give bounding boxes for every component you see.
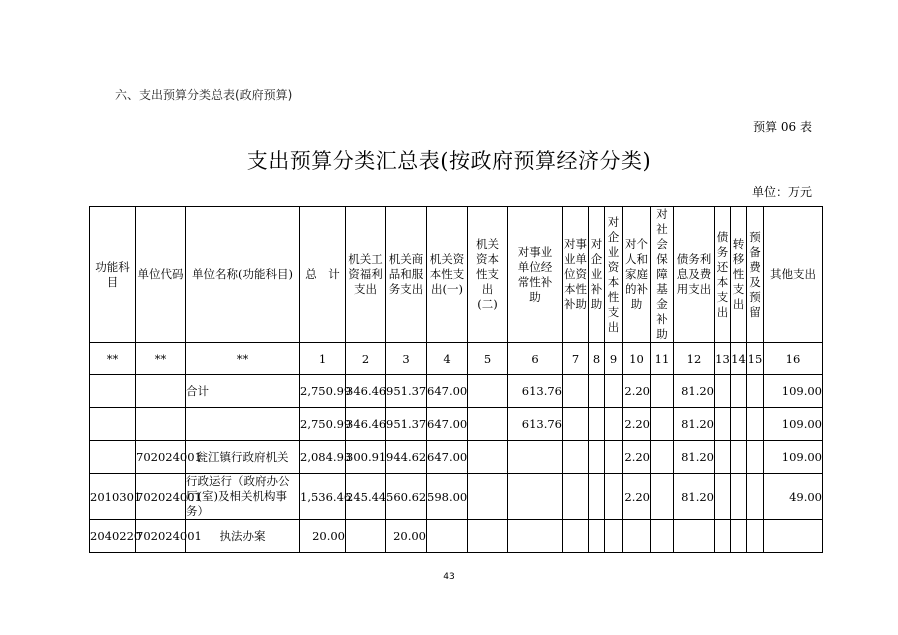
amount-cell: [715, 441, 731, 474]
index-cell: 9: [605, 343, 623, 375]
index-row: [90, 343, 823, 375]
amount-cell: 560.62: [386, 474, 427, 520]
unit-label: 单位：万元: [751, 185, 812, 199]
amount-cell: 81.20: [674, 441, 715, 474]
amount-cell: [589, 474, 605, 520]
column-header-c12: 债 务 还 本 支 出: [715, 207, 731, 343]
column-header-c4: 机关 资本 性支 出 (二): [468, 207, 508, 343]
amount-cell: [468, 441, 508, 474]
index-cell: 7: [563, 343, 589, 375]
column-header-unit_name: 单位名称(功能科目): [186, 207, 300, 343]
column-header-c14: 预 备 费 及 预 留: [747, 207, 764, 343]
amount-cell: 613.76: [508, 375, 563, 408]
index-cell: 12: [674, 343, 715, 375]
amount-cell: [605, 441, 623, 474]
amount-cell: 2,750.99: [300, 408, 346, 441]
amount-cell: 2.20: [623, 474, 651, 520]
amount-cell: [623, 520, 651, 553]
amount-cell: [731, 375, 747, 408]
amount-cell: [731, 408, 747, 441]
amount-cell: [731, 520, 747, 553]
unit-code-cell: [136, 408, 186, 441]
amount-cell: [651, 441, 674, 474]
amount-cell: [468, 375, 508, 408]
column-header-c7: 对企 业补 助: [589, 207, 605, 343]
header-row: [90, 207, 823, 343]
amount-cell: [508, 520, 563, 553]
function-code-cell: 2010301: [90, 474, 136, 520]
amount-cell: [715, 408, 731, 441]
function-code-cell: [90, 441, 136, 474]
amount-cell: [747, 375, 764, 408]
table-row: [90, 408, 823, 441]
amount-cell: [589, 520, 605, 553]
amount-cell: [651, 408, 674, 441]
unit-name-cell: 瓮江镇行政府机关: [186, 441, 300, 474]
amount-cell: [715, 375, 731, 408]
amount-cell: 81.20: [674, 408, 715, 441]
index-cell: **: [90, 343, 136, 375]
function-code-cell: 2040220: [90, 520, 136, 553]
index-cell: 5: [468, 343, 508, 375]
column-header-c15: 其他支出: [764, 207, 823, 343]
table-row: [90, 520, 823, 553]
table-row: [90, 474, 823, 520]
unit-name-cell: [186, 408, 300, 441]
amount-cell: 81.20: [674, 474, 715, 520]
amount-cell: 2.20: [623, 408, 651, 441]
amount-cell: [747, 474, 764, 520]
column-header-c5: 对事业 单位经 常性补 助: [508, 207, 563, 343]
index-cell: 6: [508, 343, 563, 375]
unit-code-cell: 702024001: [136, 441, 186, 474]
amount-cell: 598.00: [427, 474, 468, 520]
index-cell: 14: [731, 343, 747, 375]
unit-code-cell: [136, 375, 186, 408]
table-row: [90, 441, 823, 474]
amount-cell: 109.00: [764, 408, 823, 441]
amount-cell: [508, 441, 563, 474]
amount-cell: 647.00: [427, 375, 468, 408]
amount-cell: 944.62: [386, 441, 427, 474]
amount-cell: [563, 408, 589, 441]
amount-cell: [605, 408, 623, 441]
amount-cell: 20.00: [386, 520, 427, 553]
amount-cell: [589, 441, 605, 474]
page-number: 43: [443, 572, 455, 582]
amount-cell: [764, 520, 823, 553]
amount-cell: [508, 474, 563, 520]
column-header-c6: 对事 业单 位资 本性 补助: [563, 207, 589, 343]
index-cell: 3: [386, 343, 427, 375]
amount-cell: [747, 408, 764, 441]
form-code: 预算 06 表: [753, 120, 812, 134]
function-code-cell: [90, 375, 136, 408]
column-header-c3: 机关资 本性支 出(一): [427, 207, 468, 343]
amount-cell: [468, 520, 508, 553]
unit-name-cell: 执法办案: [186, 520, 300, 553]
column-header-total: 总 计: [300, 207, 346, 343]
amount-cell: 2.20: [623, 375, 651, 408]
column-header-c10: 对社 会保 障基 金补 助: [651, 207, 674, 343]
column-header-func: 功能科目: [90, 207, 136, 343]
amount-cell: 951.37: [386, 408, 427, 441]
function-code-cell: [90, 408, 136, 441]
index-cell: 15: [747, 343, 764, 375]
index-cell: 1: [300, 343, 346, 375]
amount-cell: 1,536.46: [300, 474, 346, 520]
amount-cell: 647.00: [427, 408, 468, 441]
amount-cell: [589, 375, 605, 408]
index-cell: 2: [346, 343, 386, 375]
unit-name-cell: 合计: [186, 375, 300, 408]
amount-cell: 49.00: [764, 474, 823, 520]
index-cell: **: [136, 343, 186, 375]
amount-cell: [651, 474, 674, 520]
amount-cell: 300.91: [346, 441, 386, 474]
amount-cell: 613.76: [508, 408, 563, 441]
amount-cell: 109.00: [764, 441, 823, 474]
amount-cell: 346.46: [346, 375, 386, 408]
amount-cell: [427, 520, 468, 553]
index-cell: 8: [589, 343, 605, 375]
page-title: 支出预算分类汇总表(按政府预算经济分类): [246, 149, 652, 173]
amount-cell: 2,084.93: [300, 441, 346, 474]
index-cell: 11: [651, 343, 674, 375]
amount-cell: [563, 474, 589, 520]
index-cell: 10: [623, 343, 651, 375]
amount-cell: 2,750.99: [300, 375, 346, 408]
unit-code-cell: 702024001: [136, 474, 186, 520]
amount-cell: [563, 520, 589, 553]
amount-cell: [563, 441, 589, 474]
amount-cell: [605, 375, 623, 408]
amount-cell: 81.20: [674, 375, 715, 408]
unit-code-cell: 702024001: [136, 520, 186, 553]
column-header-c2: 机关商 品和服 务支出: [386, 207, 427, 343]
amount-cell: 20.00: [300, 520, 346, 553]
column-header-c13: 转 移 性 支 出: [731, 207, 747, 343]
amount-cell: 346.46: [346, 408, 386, 441]
budget-table: [89, 206, 823, 553]
index-cell: 16: [764, 343, 823, 375]
column-header-c1: 机关工 资福利 支出: [346, 207, 386, 343]
amount-cell: [605, 474, 623, 520]
amount-cell: [346, 520, 386, 553]
amount-cell: [563, 375, 589, 408]
amount-cell: [651, 520, 674, 553]
section-heading: 六、支出预算分类总表(政府预算): [115, 88, 293, 102]
amount-cell: 245.44: [346, 474, 386, 520]
amount-cell: [715, 474, 731, 520]
amount-cell: [715, 520, 731, 553]
amount-cell: 109.00: [764, 375, 823, 408]
amount-cell: [674, 520, 715, 553]
index-cell: **: [186, 343, 300, 375]
table-row: [90, 375, 823, 408]
amount-cell: [731, 441, 747, 474]
amount-cell: 951.37: [386, 375, 427, 408]
column-header-c11: 债务利 息及费 用支出: [674, 207, 715, 343]
amount-cell: 647.00: [427, 441, 468, 474]
amount-cell: [605, 520, 623, 553]
unit-name-cell: 行政运行（政府办公厅(室)及相关机构事务）: [186, 474, 300, 520]
amount-cell: [747, 441, 764, 474]
amount-cell: [651, 375, 674, 408]
column-header-unit_code: 单位代码: [136, 207, 186, 343]
column-header-c9: 对个 人和 家庭 的补 助: [623, 207, 651, 343]
amount-cell: [468, 474, 508, 520]
amount-cell: [747, 520, 764, 553]
amount-cell: 2.20: [623, 441, 651, 474]
index-cell: 13: [715, 343, 731, 375]
column-header-c8: 对 企 业 资 本 性 支 出: [605, 207, 623, 343]
index-cell: 4: [427, 343, 468, 375]
amount-cell: [468, 408, 508, 441]
amount-cell: [731, 474, 747, 520]
amount-cell: [589, 408, 605, 441]
